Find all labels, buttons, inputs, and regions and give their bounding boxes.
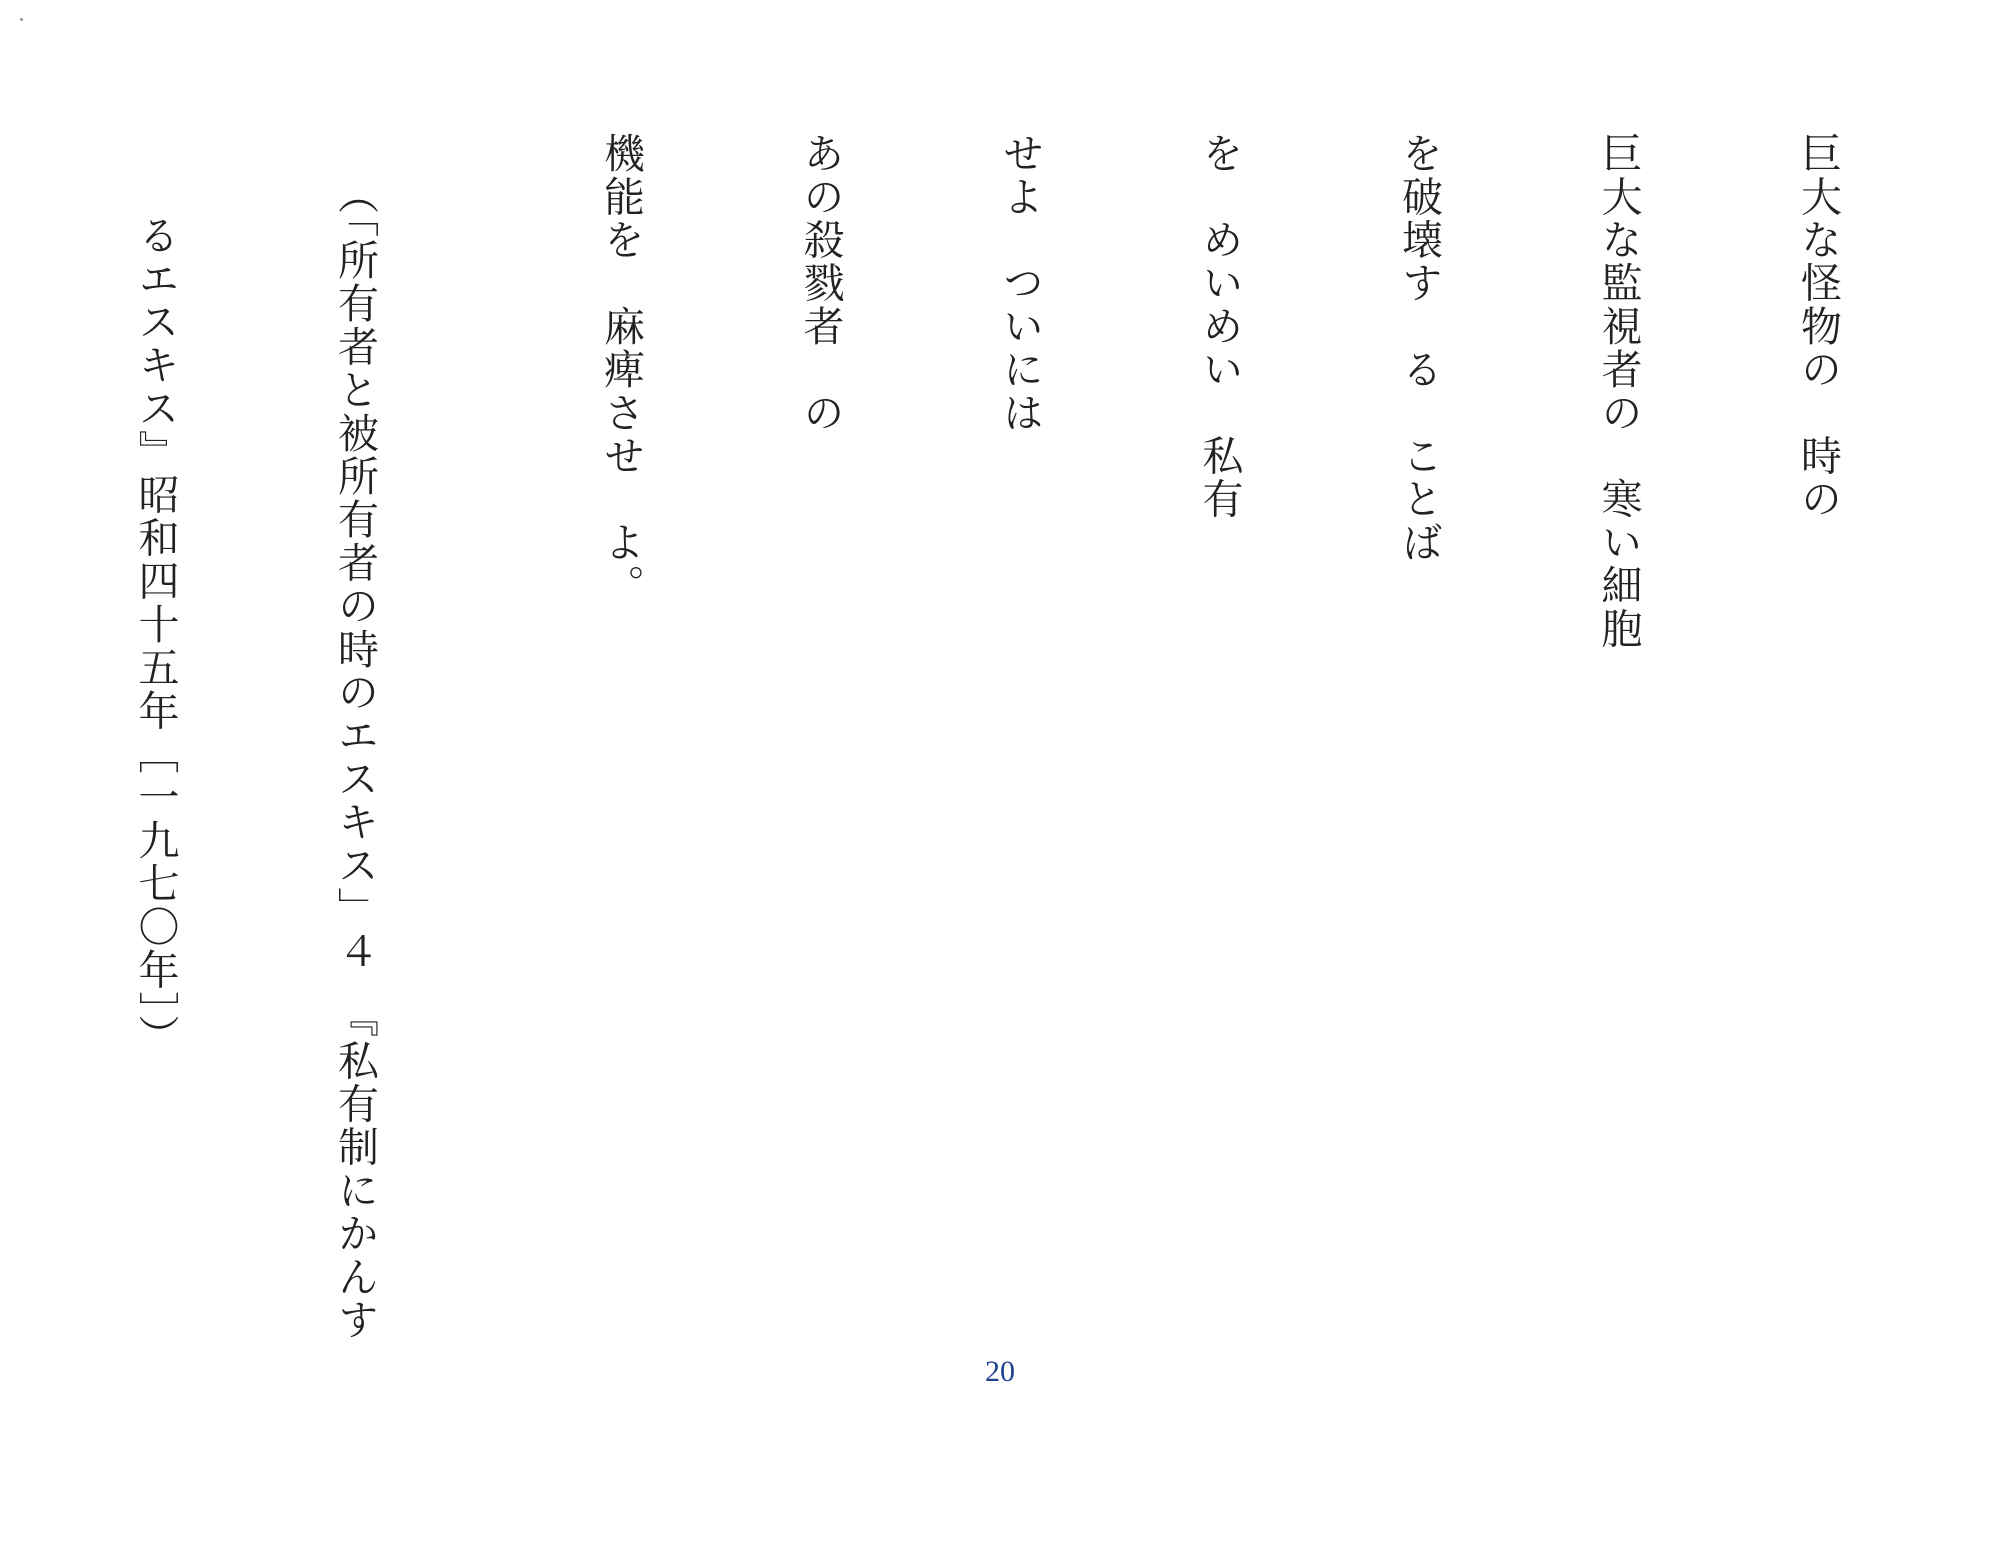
citation-line: るエスキス』昭和四十五年［一九七〇年］） <box>131 214 180 1058</box>
vertical-text-block <box>0 132 1984 1352</box>
citation-line: （「所有者と被所有者の時のエスキス」４ 『私有制にかんす <box>331 173 379 1342</box>
poem-line: を破壊す る ことば <box>1395 132 1443 564</box>
poem-line: を めいめい 私有 <box>1195 132 1244 521</box>
page-number: 20 <box>985 1355 1015 1388</box>
poem-line: せよ ついには <box>996 132 1044 435</box>
corner-mark <box>20 18 23 21</box>
poem-line: 機能を 麻痺させ よ。 <box>597 132 645 608</box>
poem-line: 巨大な怪物の 時の <box>1794 132 1842 521</box>
poem-line: 巨大な監視者の 寒い細胞 <box>1594 132 1643 651</box>
poem-line: あの殺戮者 の <box>796 132 845 435</box>
